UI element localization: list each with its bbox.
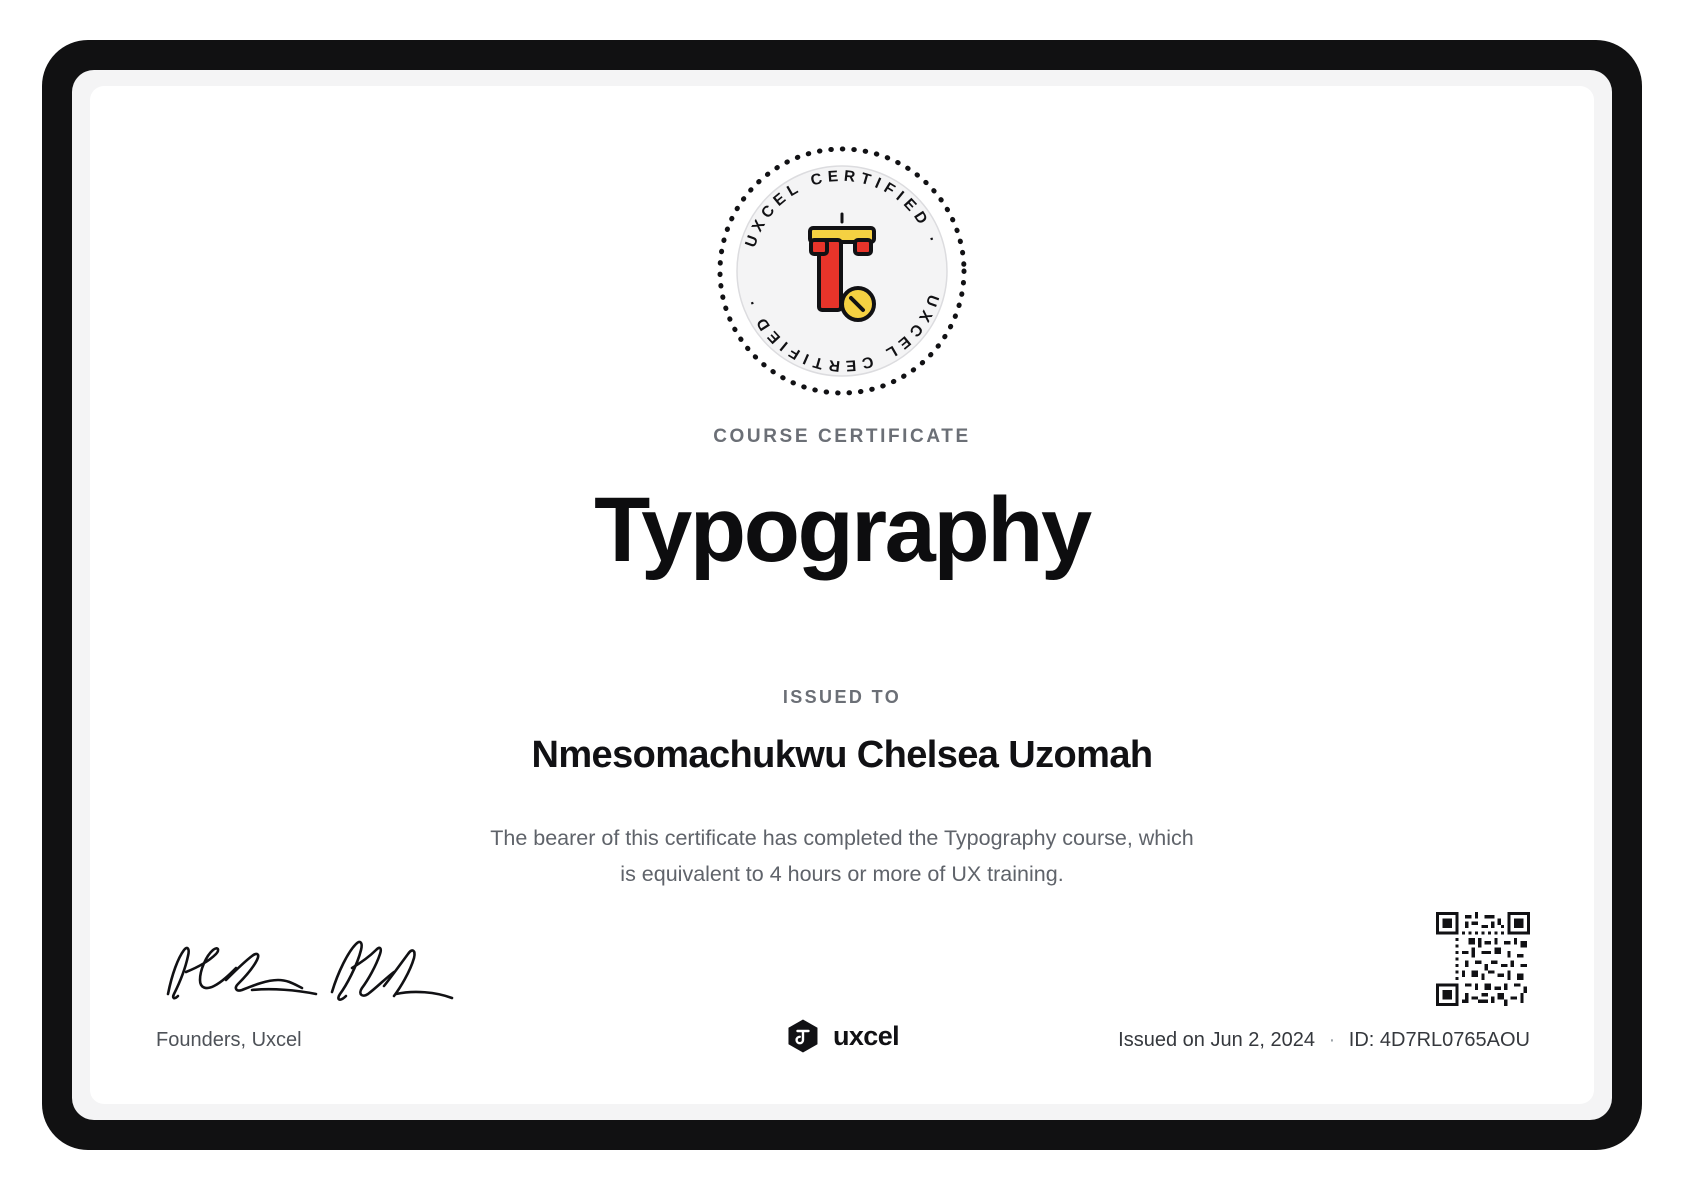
certificate-frame <box>42 40 1642 1150</box>
recipient-name: Nmesomachukwu Chelsea Uzomah <box>531 734 1153 777</box>
course-title: Typography <box>594 479 1090 581</box>
uxcel-brand <box>785 1018 899 1054</box>
issue-metadata <box>1118 1029 1530 1052</box>
description-line-2: is equivalent to 4 hours or more of UX training. <box>620 861 1064 886</box>
issued-to-label: ISSUED TO <box>782 687 902 708</box>
signature-caption: Founders, Uxcel <box>156 1029 302 1051</box>
meta-separator: · <box>1328 1029 1336 1051</box>
certificate-content <box>90 86 1594 1104</box>
certificate-type-label: COURSE CERTIFICATE <box>713 426 971 447</box>
uxcel-certified-seal-icon <box>711 140 973 402</box>
uxcel-logo-icon <box>785 1018 821 1054</box>
certificate-id: ID: 4D7RL0765AOU <box>1348 1029 1530 1051</box>
description-line-1: The bearer of this certificate has completed the Typography course, which <box>490 826 1194 851</box>
uxcel-brand-name: uxcel <box>832 1020 900 1051</box>
issued-on-date: Issued on Jun 2, 2024 <box>1118 1029 1315 1051</box>
svg-text:UXCEL CERTIFIED ·: UXCEL CERTIFIED · <box>742 292 942 375</box>
svg-text:UXCEL CERTIFIED ·: UXCEL CERTIFIED · <box>742 167 942 250</box>
certificate-description <box>490 821 1194 892</box>
founders-signature-icon <box>156 932 456 1012</box>
certificate-footer <box>150 898 1534 1068</box>
verification-qr-code[interactable] <box>1436 912 1530 1006</box>
certificate-card <box>72 70 1612 1120</box>
